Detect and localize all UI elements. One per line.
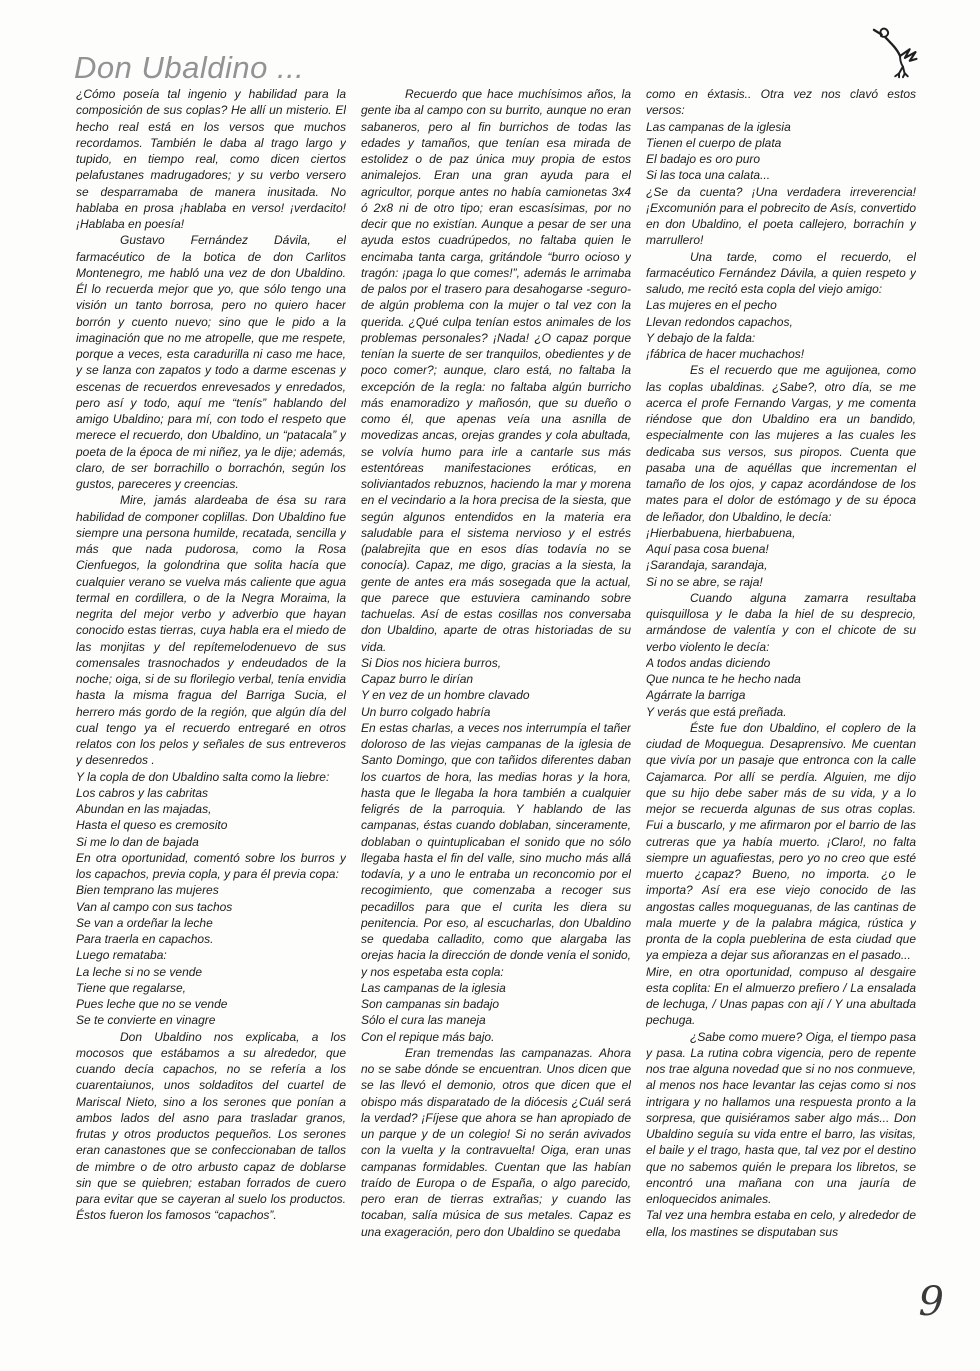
verse-line: Si las toca una calata...: [646, 168, 771, 183]
verse-line: A todos andas diciendo: [646, 655, 771, 670]
verse-line: Aquí pasa cosa buena!: [646, 542, 769, 556]
text-column-2: [361, 86, 631, 1332]
paragraph: Es el recuerdo que me aguijonea, como las coplas ubaldinas. ¿Sabe?, otro día, se me acerca el profe Fernando Vargas, y me comenta riéndose que don Ubaldino era un bandido, especialmente con las mujeres a las cuales les dedicaba sus versos, sus piropos. Cuenta que pasaba una de aquéllas que incrementan el tamaño de los ojos, y capaz acordándose de los mates para el dolor de estómago y de su época de leñador, don Ubaldino, le decía:: [646, 363, 916, 524]
paragraph: ¿Se da cuenta? ¡Una verdadera irreverencia! ¡Excomunión para el pobrecito de Asís, convertido en don Ubaldino, el poeta callejero, borrachín y marrullero!: [646, 184, 916, 248]
verse-line: Luego remataba:: [76, 948, 167, 963]
text-column-1: [76, 86, 346, 1332]
verse-line: Se te convierte en vinagre: [76, 1013, 216, 1028]
paragraph: En estas charlas, a veces nos interrumpía el tañer doloroso de las viejas campanas de la iglesia de Santo Domingo, que con tañidos diferentes daban los cuartos de hora, las medias horas y la hora, hasta que le llegaba la hora también a cualquier feligrés de la parroquia. Y hablando de las campanas, éstas cuando doblaban, sinceramente, doblaban o quintuplicaban el sonido que no sólo llegaba hasta el fin del valle, sino mucho más allá todavía, y a uno le entraba un reconcomio por el recogimiento, que comenzaba a recoger sus pecadillos para que el curita les diera su penitencia. Por eso, al escucharlas, don Ubaldino se quedaba calladito, como que alargaba las orejas hacia la dirección de donde venía el sonido, y nos espetaba esta copla:: [361, 720, 631, 979]
verse-line: Y verás que está preñada.: [646, 704, 787, 719]
paragraph: Una tarde, como el recuerdo, el farmacéutico Fernández Dávila, a quien respeto y saludo, me recitó esta copla del viejo amigo:: [646, 249, 916, 296]
page-number: 9: [918, 1279, 944, 1325]
verse-line: Con el repique más bajo.: [361, 1029, 495, 1044]
verse-line: Los cabros y las cabritas: [76, 785, 209, 800]
verse-line: Las campanas de la iglesia: [361, 980, 506, 995]
verse-line: Si Dios nos hiciera burros,: [361, 655, 502, 670]
verse-line: Las campanas de la iglesia: [646, 119, 791, 134]
verse-line: Sólo el cura las maneja: [361, 1013, 486, 1028]
paragraph: Cuando alguna zamarra resultaba quisquillosa y le daba la hiel de su desprecio, armándose de valentía y con el chicote de su verbo violento le decía:: [646, 590, 916, 654]
verse-line: Y en vez de un hombre clavado: [361, 688, 530, 703]
verse-line: Si no se abre, se raja!: [646, 574, 763, 589]
verse-line: Llevan redondos capachos,: [646, 314, 793, 329]
verse-line: Agárrate la barriga: [646, 688, 746, 703]
paragraph: Tal vez una hembra estaba en celo, y alrededor de ella, los mastines se disputaban sus: [646, 1208, 916, 1239]
verse-line: ¡Sarandaja, sarandaja,: [646, 558, 768, 573]
verse-line: Las mujeres en el pecho: [646, 298, 777, 313]
paragraph: En otra oportunidad, comentó sobre los burros y los capachos, previa copla, y para él previa copa:: [76, 850, 346, 881]
verse-line: Que nunca te he hecho nada: [646, 672, 801, 686]
paragraph: Éste fue don Ubaldino, el coplero de la ciudad de Moquegua. Desaprensivo. Me cuentan que vivía por un pasaje que entronca con la calle Cajamarca. Por allí se perdía. Alguien, me dijo que su hijo debe saber más de su vida, y a lo mejor se recuerda algunas de sus otras coplas. Fui a buscarlo, y me afirmaron por el barrio de las cutreras que ya había muerto. ¡Claro!, no falta siempre un aguafiestas, pero yo no creo que esté muerto ¿capaz? Bueno, no importa. ¿o le importa? Así era ese viejo conocido de las angostas calles moqueguanas, de las cantinas de mala muerte y de la palabra mágica, rústica y pronta de la copla pueblerina de esta ciudad que ya empieza a dejar sus añoranzas en el pasado...: [646, 720, 916, 963]
bird-glyph-icon: [872, 26, 930, 84]
paragraph: como en éxtasis.. Otra vez nos clavó estos versos:: [646, 87, 916, 118]
paragraph: Mire, jamás alardeaba de ésa su rara habilidad de componer coplillas. Don Ubaldino fue siempre una persona humilde, recatada, sencilla y más que nada pudorosa, como la Rosa Cienfuegos, la golondrina que solita hacía que cualquier verano se vuelva más caliente que agua termal en cordillera, o de la Negra Moraima, la negrita del mejor verbo y adverbio que hayan conocido estas tierras, cuya habla era el miedo de las monjitas y del repítemelodenuevo de sus comensales trasnochados y endeudados de la noche; oiga, si de su florilegio verbal, tenía envidia hasta la misma fragua del Barriga Sucia, el herrero más gordo de la región, que algún día del cual tengo ya el recuerdo entregaré en otros relatos con los pelos y señales de sus entreveros y desenredos .: [76, 493, 346, 768]
verse-line: Bien temprano las mujeres: [76, 883, 219, 898]
verse-line: Capaz burro le dirían: [361, 672, 474, 686]
verse-line: Y debajo de la falda:: [646, 330, 756, 345]
verse-line: Si me lo dan de bajada: [76, 834, 199, 849]
verse-line: Tienen el cuerpo de plata: [646, 135, 782, 150]
verse-line: ¡fábrica de hacer muchachos!: [646, 347, 805, 361]
verse-line: Y la copla de don Ubaldino salta como la liebre:: [76, 769, 330, 784]
paragraph: Don Ubaldino nos explicaba, a los mocosos que estábamos a su alrededor, que cuando decía capachos, no se refería a los cuarentaiunos, unos soldaditos del cuartel de Mariscal Nieto, sino a los serones que ponían a ambos lados del asno para trasladar granos, frutas y otros productos pequeños. Los serones eran canastones que se confeccionaban de tallos de mimbre o de otro arbusto capaz de doblarse sin que se quiebren; estaban forrados de cuero para evitar que se cayeran al suelo los productos. Éstos fueron los famosos “capachos”.: [76, 1029, 346, 1223]
verse-line: Son campanas sin badajo: [361, 997, 500, 1011]
paragraph: ¿Sabe como muere? Oiga, el tiempo pasa y pasa. La rutina cobra vigencia, pero de repente nos trae alguna novedad que si no nos conmueve, al menos nos hace levantar las cejas como si nos intrigara y no hallamos una respuesta pronto a la sorpresa, que quisiéramos saber algo más... Don Ubaldino seguía su vida entre el barro, las visitas, el baile y el trago, hasta que, tal vez por el destino que no sabemos quién le prepara los libretos, se encontró una mañana con una jauría de enloquecidos animales.: [646, 1029, 916, 1206]
verse-line: Hasta el queso es cremosito: [76, 818, 228, 833]
verse-line: Un burro colgado habría: [361, 704, 491, 719]
text-column-3: [646, 86, 916, 1332]
verse-line: La leche si no se vende: [76, 964, 203, 979]
paragraph: ¿Cómo poseía tal ingenio y habilidad para la composición de sus coplas? He allí un misterio. El hecho real está en los versos que muchos recordamos. También le daba al trago largo y tupido, en tiempo real, como dicen ciertos pelafustanes madrugadores; y su verbo versero se desparramaba de manera inusitada. No hablaba en prosa ¡hablaba en verso! ¡verdacito! ¡Hablaba en poesía!: [76, 87, 346, 231]
columns: [76, 86, 916, 1332]
paragraph: Mire, en otra oportunidad, compuso al desgaire esta coplita: En el almuerzo prefiero / La ensalada de lechuga, / Unas papas con ají / Y una abultada pechuga.: [646, 964, 916, 1028]
paragraph: Eran tremendas las campanazas. Ahora no se sabe dónde se encuentran. Unos dicen que se las llevó el demonio, otros que dicen que el obispo más disparatado de la diócesis ¿Cuál será la verdad? ¡Fíjese que ahora se han apropiado de un parque y de un colegio! Si no serán avivados con la vuelta y la contravuelta! Oiga, eran unas campanas formidables. Cuentan que las habían traído de Europa o de España, o algo parecido, pero eran de tierras extrañas; y cuando las tocaban, salía música de sus metales. Capaz es una exageración, pero don Ubaldino se quedaba: [361, 1045, 631, 1239]
verse-line: Pues leche que no se vende: [76, 997, 228, 1011]
page-title: Don Ubaldino ...: [74, 50, 305, 85]
verse-line: Se van a ordeñar la leche: [76, 915, 213, 930]
verse-line: Abundan en las majadas,: [76, 802, 212, 816]
verse-line: Tiene que regalarse,: [76, 980, 186, 995]
verse-line: Van al campo con sus tachos: [76, 899, 233, 914]
verse-line: Para traerla en capachos.: [76, 932, 214, 946]
verse-line: ¡Hierbabuena, hierbabuena,: [646, 525, 796, 540]
paragraph: Recuerdo que hace muchísimos años, la gente iba al campo con su burrito, aunque no eran sabaneros, pero al fin burrichos de todas las edades y tamaños, que tenían esa mirada de estolidez o de paz única muy propia de estos animalejos. Eran una gran ayuda para el agricultor, porque antes no había camionetas 3x4 ó 2x8 ni de otro tipo; eran escasísimas, por no decir que no existían. Aunque a pesar de ser una ayuda estos cuadrúpedos, no faltaba quien le encimaba tanta carga, gritándole “burro ocioso y tragón: ¡paga lo que comes!”, además le arrimaba de palos por el trasero para desahogarse -seguro- de algún problema con la mujer o tal vez con la querida. ¿Qué culpa tenían estos animales de los problemas personales? ¡Nada! ¿O capaz porque tenían la suerte de ser tranquilos, obedientes y de poco comer?; aunque, claro está, no faltaba la excepción de la regla: no faltaba algún burricho más enamoradizo y mañosón, que su dueño o como él, que apenas veía una asnilla de movedizas ancas, orejas grandes y cola abultada, se volvía humo para irle a cantarle sus más estentóreas manifestaciones eróticas, en soliviantados rebuznos, haciendo la mar y morena en el vecindario a la hora precisa de la siesta, que según algunos entendidos en la materia era saludable para el sistema nervioso y el estrés (palabrejita que en esos días todavía no se conocía). Capaz, me digo, gracias a la siesta, la gente de antes era más sosegada que la actual, que parece que estuviera caminando sobre tachuelas. Así de estas cosillas nos conversaba don Ubaldino, aparte de otras historiadas de su vida.: [361, 87, 631, 654]
paragraph: Gustavo Fernández Dávila, el farmacéutico de la botica de don Carlitos Montenegro, me habló una vez de don Ubaldino. Él lo recuerda mejor que yo, que sólo tengo una visión un tanto borrosa, pero no quiero hacer borrón y cuento nuevo; sino que le pido a la imaginación que no me atropelle, que me respete, porque a veces, esta caradurilla ni caso me hace, y se lanza con zapatos y todo a darme escenas y escenas de recuerdos enrevesados y enredados, pero así y todo, aquí me “tenís” hablando del amigo Ubaldino; para mí, con todo el respeto que merece el recuerdo, don Ubaldino, un “patacala” y poeta de la época de mi niñez, ya le dije; además, claro, de ser borrachillo o borrachón, según los gustos, pareceres y creencias.: [76, 233, 346, 491]
verse-line: El badajo es oro puro: [646, 152, 761, 166]
